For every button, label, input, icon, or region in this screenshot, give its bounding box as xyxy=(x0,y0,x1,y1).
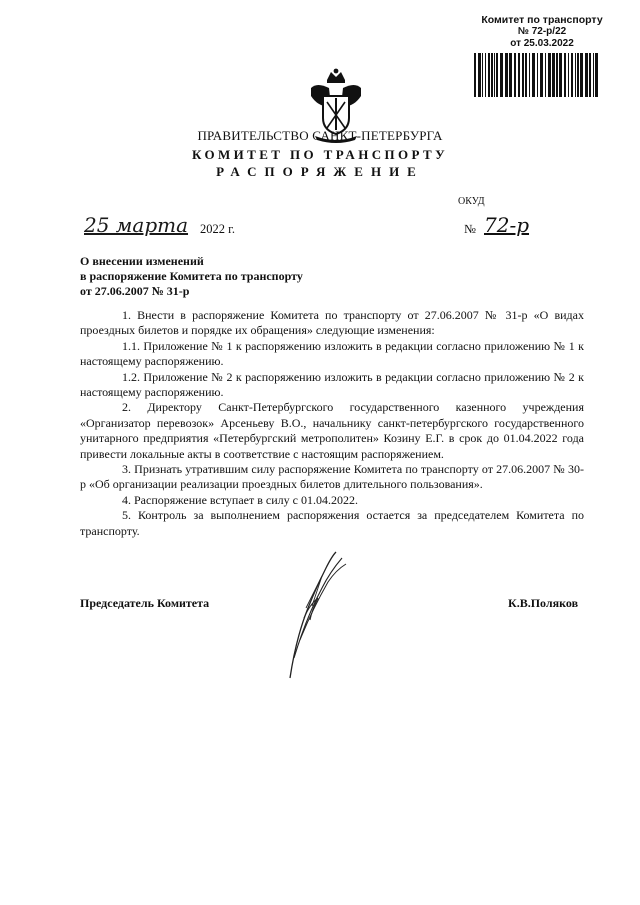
barcode-bar xyxy=(575,53,576,97)
barcode-bar xyxy=(552,53,555,97)
barcode-bar xyxy=(568,53,569,97)
committee-title: КОМИТЕТ ПО ТРАНСПОРТУ xyxy=(191,147,449,162)
barcode-bar xyxy=(593,53,594,97)
barcode-bar xyxy=(509,53,512,97)
paragraph-5: 5. Контроль за выполнением распоряжения остается за председателем Комитета по транспорту. xyxy=(80,508,584,538)
barcode-bar xyxy=(529,53,530,97)
barcode-bar xyxy=(589,53,591,97)
barcode-bar xyxy=(595,53,598,97)
signatory-name: К.В.Поляков xyxy=(508,596,579,610)
barcode-bar xyxy=(545,53,546,97)
document-title xyxy=(80,254,303,299)
paragraph-1-1: 1.1. Приложение № 1 к распоряжению изложить в редакции согласно приложению № 1 к настоящему распоряжению. xyxy=(80,338,584,369)
barcode xyxy=(472,53,602,97)
barcode-bar xyxy=(559,53,562,97)
registration-stamp xyxy=(462,14,622,50)
number-sign: № xyxy=(464,222,476,236)
paragraph-4: 4. Распоряжение вступает в силу с 01.04.2022. xyxy=(122,492,358,507)
barcode-bar xyxy=(532,53,535,97)
barcode-bar xyxy=(522,53,524,97)
paragraph-1: 1. Внести в распоряжение Комитета по транспорту от 27.06.2007 № 31-р «О видах проездных билетов и порядке их обращения» следующие изменения: xyxy=(80,308,584,338)
document-body xyxy=(80,308,584,539)
signatory-title: Председатель Комитета xyxy=(80,596,210,610)
title-line: в распоряжение Комитета по транспорту xyxy=(80,269,303,283)
paragraph-1-2: 1.2. Приложение № 2 к распоряжению изложить в редакции согласно приложению № 2 к настоящему распоряжению. xyxy=(80,369,584,400)
barcode-bar xyxy=(548,53,551,97)
okud-label: ОКУД xyxy=(458,196,485,207)
paragraph-3: 3. Признать утратившим силу распоряжение Комитета по транспорту от 27.06.2007 № 30-р «Об организации реализации проездных билетов длительного пользования». xyxy=(80,462,584,492)
barcode-bar xyxy=(494,53,495,97)
barcode-bar xyxy=(518,53,520,97)
barcode-bar xyxy=(577,53,579,97)
barcode-bar xyxy=(485,53,486,97)
barcode-bar xyxy=(585,53,588,97)
barcode-bar xyxy=(514,53,516,97)
barcode-bar xyxy=(571,53,573,97)
document-type: РАСПОРЯЖЕНИЕ xyxy=(216,164,424,179)
barcode-bar xyxy=(491,53,493,97)
stamp-number: № 72-р/22 xyxy=(517,26,567,37)
title-line: О внесении изменений xyxy=(80,254,204,268)
barcode-bar xyxy=(478,53,481,97)
barcode-bar xyxy=(580,53,583,97)
barcode-bar xyxy=(474,53,476,97)
stamp-date: от 25.03.2022 xyxy=(510,38,574,49)
paragraph-2: 2. Директору Санкт-Петербургского государственного казенного учреждения «Организатор перевозок» Арсеньеву В.О., начальнику санкт-петербургского государственного унитарного предприятия «Петербургский метрополитен» Козину Е.Г. в срок до 01.04.2022 года привести локальные акты в соответствие с настоящим распоряжением. xyxy=(80,400,584,461)
date-year: 2022 г. xyxy=(200,222,235,236)
barcode-bar xyxy=(556,53,558,97)
barcode-bar xyxy=(540,53,543,97)
barcode-bar xyxy=(482,53,483,97)
barcode-bar xyxy=(496,53,498,97)
barcode-bar xyxy=(564,53,566,97)
barcode-bar xyxy=(525,53,527,97)
barcode-bar xyxy=(505,53,508,97)
barcode-bar xyxy=(500,53,503,97)
barcode-bar xyxy=(488,53,490,97)
government-title: ПРАВИТЕЛЬСТВО САНКТ-ПЕТЕРБУРГА xyxy=(197,128,443,143)
title-line: от 27.06.2007 № 31-р xyxy=(80,284,190,298)
stamp-committee: Комитет по транспорту xyxy=(481,14,603,26)
handwritten-number: 72-р xyxy=(484,213,530,237)
handwritten-signature xyxy=(282,548,352,683)
barcode-bar xyxy=(537,53,538,97)
handwritten-date: 25 марта xyxy=(84,213,189,237)
